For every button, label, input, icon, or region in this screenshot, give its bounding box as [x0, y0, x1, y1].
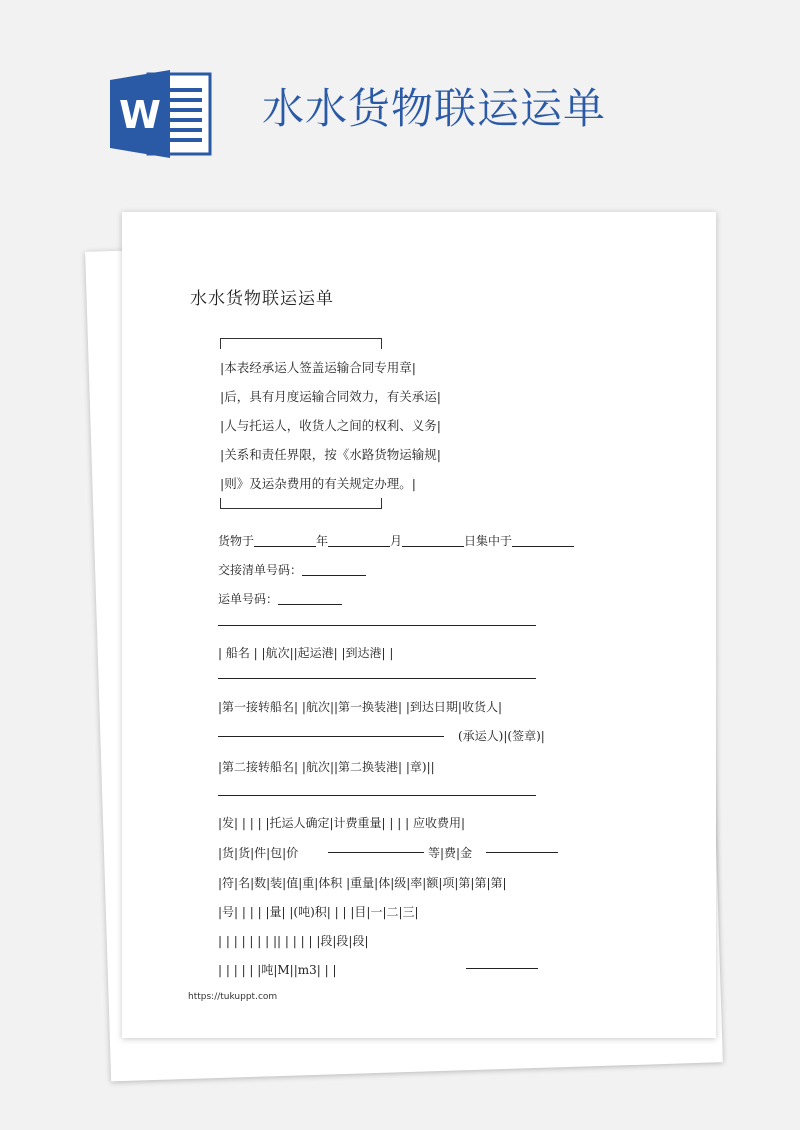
date-blank	[512, 534, 574, 547]
table-row: |货|货|件|包|价	[218, 846, 299, 860]
table-row: |发| | | | |托运人确定|计费重量| | | | 应收费用|	[218, 816, 466, 830]
table-row: | 船名 | |航次||起运港| |到达港| |	[218, 646, 394, 660]
date-label: 日集中于	[464, 534, 513, 548]
notice-line: |人与托运人，收货人之间的权利、义务|	[220, 418, 441, 433]
table-rule	[218, 678, 536, 679]
waybill-line	[218, 590, 342, 607]
date-blank	[254, 534, 316, 547]
document-title: 水水货物联运运单	[190, 289, 334, 309]
date-label: 年	[316, 534, 329, 548]
notice-box	[220, 338, 480, 510]
table-row: |符|名|数|装|值|重|体积 |重量|体|级|率|额|项|第|第|第|	[218, 876, 507, 890]
notice-line: |关系和责任界限，按《水路货物运输规|	[220, 447, 441, 462]
page-title: 水水货物联运运单	[262, 84, 607, 133]
document-page	[122, 212, 716, 1038]
notice-line: |后，具有月度运输合同效力，有关承运|	[220, 389, 441, 404]
table-row: |号| | | | |量| |(吨)积| | | |目|一|二|三|	[218, 905, 419, 919]
table-row: | | | | | |吨|M||m3| | |	[218, 963, 337, 977]
table-row: 等|费|金	[428, 846, 473, 860]
table-row: |第二接转船名| |航次||第二换装港| |章)||	[218, 760, 435, 774]
date-blank	[402, 534, 464, 547]
handover-label: 交接清单号码：	[218, 563, 303, 577]
table-row: | | | | | | | || | | | | |段|段|段|	[218, 934, 369, 948]
word-document-icon	[110, 70, 214, 158]
date-label: 货物于	[218, 534, 255, 548]
handover-line	[218, 561, 366, 578]
date-line	[218, 532, 574, 549]
date-label: 月	[390, 534, 403, 548]
waybill-label: 运单号码：	[218, 592, 279, 606]
date-blank	[328, 534, 390, 547]
footer-url: https://tukuppt.com	[188, 992, 278, 1002]
svg-text:W: W	[119, 93, 161, 137]
table-row: |第一接转船名| |航次||第一换装港| |到达日期|收货人|	[218, 700, 503, 714]
notice-line: |本表经承运人签盖运输合同专用章|	[220, 360, 416, 375]
handover-blank	[302, 563, 366, 576]
table-rule	[218, 795, 536, 796]
notice-line: |则》及运杂费用的有关规定办理。|	[220, 476, 416, 491]
table-rule	[218, 625, 536, 626]
table-rule	[328, 852, 424, 853]
waybill-blank	[278, 592, 342, 605]
table-row: (承运人)|(签章)|	[458, 729, 545, 743]
table-rule	[466, 968, 538, 969]
table-rule	[486, 852, 558, 853]
table-rule	[218, 736, 444, 737]
